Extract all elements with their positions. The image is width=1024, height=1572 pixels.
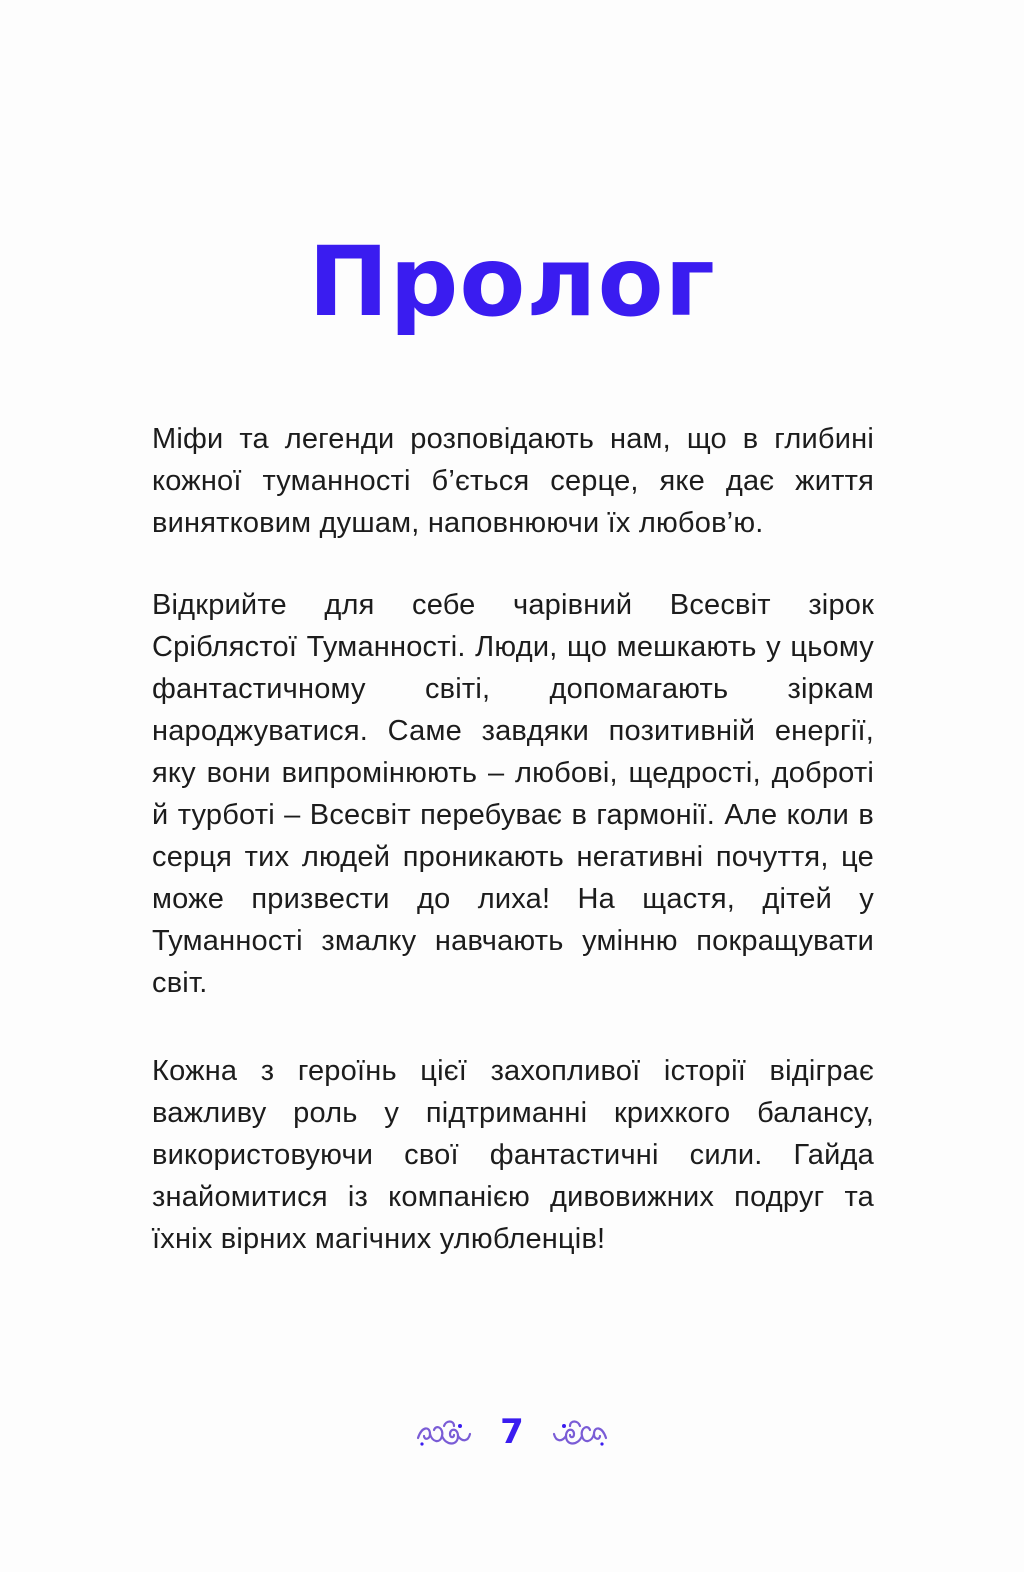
page-number: 7 bbox=[500, 1412, 524, 1452]
chapter-title: Пролог bbox=[308, 226, 716, 338]
right-swirl-ornament-icon bbox=[550, 1412, 610, 1452]
paragraph-intro: Міфи та легенди розповідають нам, що в глибині кожної туманності б’ється серце, яке дає життя винятковим душам, наповнюючи їх любов’ю. bbox=[152, 423, 874, 539]
paragraph-universe: Відкрийте для себе чарівний Всесвіт зірок Сріблястої Туманності. Люди, що мешкають у цьому фантастичному світі, допомагають зіркам народжуватися. Саме завдяки позитивній енергії, яку вони випромінюють – любові, щедрості, доброті й турботі – Всесвіт перебуває в гармонії. Але коли в серця тих людей проникають негативні почуття, це може призвести до лиха! На щастя, дітей у Туманності змалку навчають умінню покращувати світ. bbox=[152, 589, 874, 999]
paragraph-heroines: Кожна з героїнь цієї захопливої історії відіграє важливу роль у підтриманні крихкого балансу, використовуючи свої фантастичні сили. Гайда знайомитися із компанією дивовижних подруг та їхніх вірних магічних улюбленців! bbox=[152, 1055, 874, 1255]
page-footer bbox=[0, 1404, 1024, 1460]
left-swirl-ornament-icon bbox=[414, 1412, 474, 1452]
